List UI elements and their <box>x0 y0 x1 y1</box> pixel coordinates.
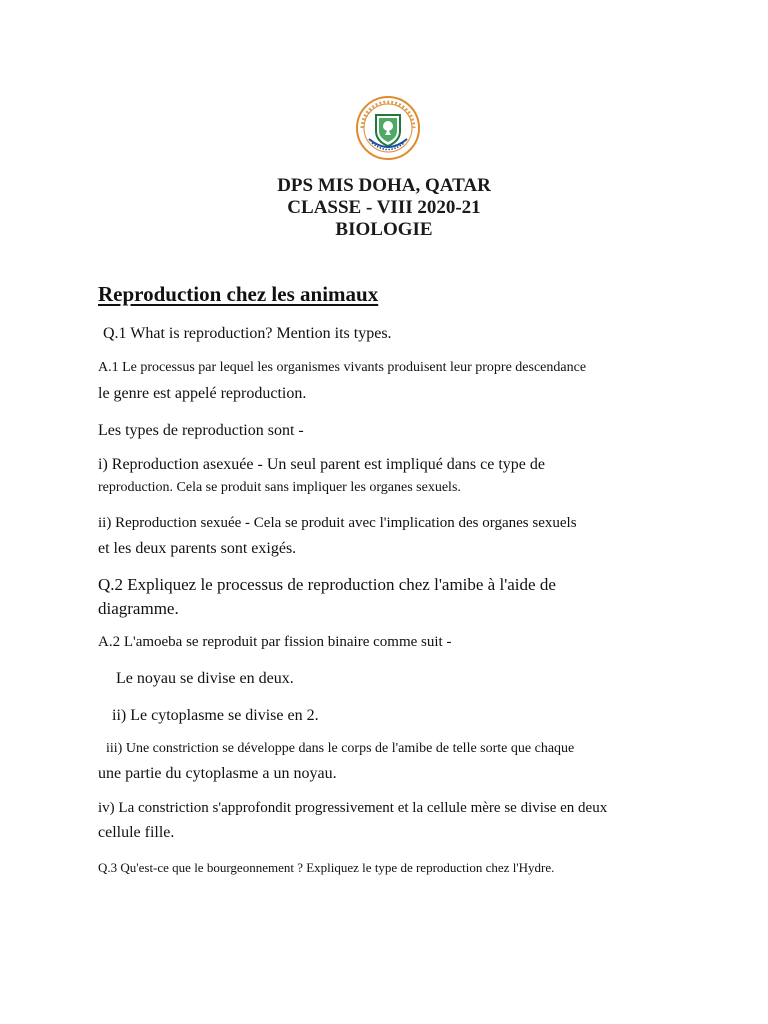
types-intro: Les types de reproduction sont - <box>98 422 304 439</box>
document-title: Reproduction chez les animaux <box>98 282 379 306</box>
type-2-line-1: ii) Reproduction sexuée - Cela se produit avec l'implication des organes sexuels <box>98 515 577 531</box>
question-2-line-2: diagramme. <box>98 599 179 618</box>
question-2-line-1: Q.2 Expliquez le processus de reproduction chez l'amibe à l'aide de <box>98 575 556 594</box>
answer-1-line-2: le genre est appelé reproduction. <box>98 385 307 402</box>
school-name: DPS MIS DOHA, QATAR <box>277 175 491 196</box>
step-3-line-1: iii) Une constriction se développe dans le corps de l'amibe de telle sorte que chaque <box>106 741 575 756</box>
step-1: Le noyau se divise en deux. <box>116 670 294 687</box>
question-3: Q.3 Qu'est-ce que le bourgeonnement ? Expliquez le type de reproduction chez l'Hydre. <box>98 860 555 875</box>
type-2-line-2: et les deux parents sont exigés. <box>98 540 297 557</box>
type-1-line-2: reproduction. Cela se produit sans impliquer les organes sexuels. <box>98 480 461 495</box>
type-1-line-1: i) Reproduction asexuée - Un seul parent est impliqué dans ce type de <box>98 456 545 473</box>
school-crest-icon <box>355 95 421 161</box>
step-2: ii) Le cytoplasme se divise en 2. <box>112 707 319 724</box>
answer-2: A.2 L'amoeba se reproduit par fission binaire comme suit - <box>98 634 452 650</box>
step-4-line-2: cellule fille. <box>98 824 175 841</box>
step-3-line-2: une partie du cytoplasme a un noyau. <box>98 765 337 782</box>
subject-line: BIOLOGIE <box>335 219 433 240</box>
step-4-line-1: iv) La constriction s'approfondit progressivement et la cellule mère se divise en deux <box>98 800 608 816</box>
class-line: CLASSE - VIII 2020-21 <box>287 197 481 218</box>
question-1: Q.1 What is reproduction? Mention its types. <box>103 325 392 342</box>
answer-1-line-1: A.1 Le processus par lequel les organismes vivants produisent leur propre descendance <box>98 360 587 375</box>
